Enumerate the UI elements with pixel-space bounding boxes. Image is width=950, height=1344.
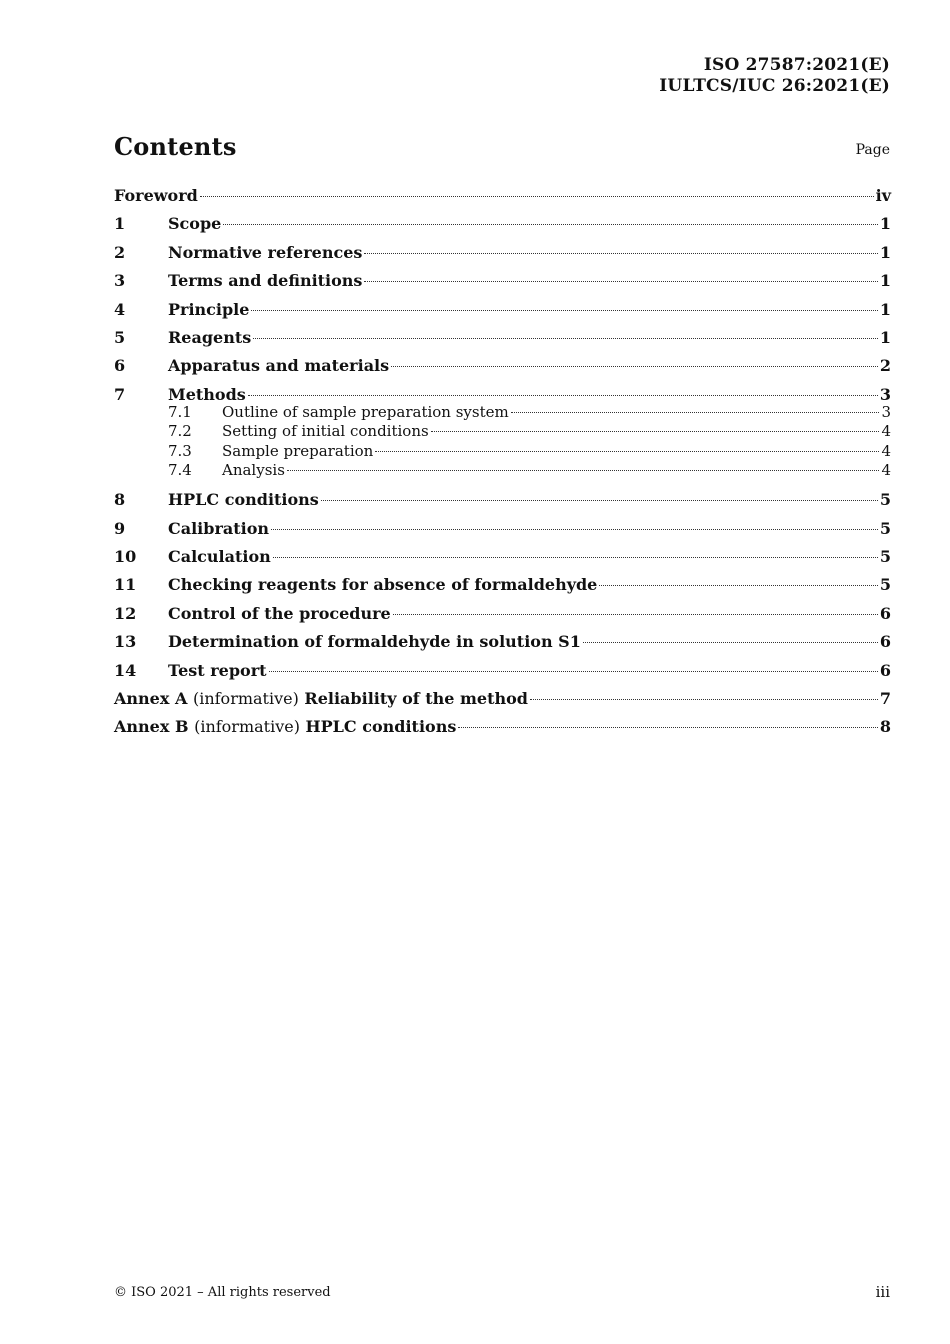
toc-entry-number: 3 [114, 271, 126, 291]
document-header [659, 55, 890, 97]
toc-entry-page: 1 [879, 271, 891, 291]
copyright-notice: © ISO 2021 – All rights reserved [114, 1285, 331, 1300]
toc-entry-title: Scope [168, 214, 222, 234]
leader-dots [321, 500, 878, 501]
toc-entry-title: Calibration [168, 518, 270, 538]
toc-subentry-page: 3 [881, 402, 891, 421]
toc-entry-reagents[interactable] [114, 326, 891, 354]
iultcs-number: IULTCS/IUC 26:2021(E) [659, 76, 890, 96]
toc-entry-number: 14 [114, 660, 137, 680]
toc-entry-number: 2 [114, 242, 126, 262]
toc-subentry-setting-of-initial-conditions[interactable] [114, 422, 891, 442]
leader-dots [269, 671, 878, 672]
toc-subentry-outline-of-sample-preparation[interactable] [114, 403, 891, 423]
toc-entry-determination-of-formaldehyde[interactable] [114, 630, 891, 658]
toc-entry-page: 5 [879, 518, 891, 538]
standard-number: ISO 27587:2021(E) [703, 55, 890, 75]
toc-entry-page: 5 [879, 547, 891, 567]
toc-subentry-page: 4 [881, 441, 891, 460]
page-number: iii [875, 1283, 890, 1301]
annex-type: (informative) [192, 688, 299, 708]
leader-dots [248, 395, 878, 396]
toc-entry-number: 6 [114, 356, 126, 376]
toc-entry-foreword[interactable] [114, 184, 891, 212]
toc-entry-page: 3 [879, 384, 891, 404]
toc-entry-page: 1 [879, 299, 891, 319]
table-of-contents [114, 184, 891, 744]
toc-entry-checking-reagents[interactable] [114, 573, 891, 601]
toc-entry-title: Foreword [114, 186, 198, 205]
leader-dots [530, 699, 878, 700]
leader-dots [364, 253, 877, 254]
toc-entry-title: Checking reagents for absence of formaldehyde [168, 575, 598, 595]
leader-dots [271, 529, 878, 530]
toc-entry-number: 10 [114, 547, 137, 567]
leader-dots [393, 614, 878, 615]
leader-dots [391, 366, 878, 367]
leader-dots [287, 470, 880, 471]
toc-entry-title: Control of the procedure [168, 603, 391, 623]
toc-subentry-analysis[interactable] [114, 461, 891, 488]
leader-dots [223, 224, 878, 225]
toc-entry-title: Reagents [168, 327, 252, 347]
toc-entry-title: Methods [168, 384, 246, 404]
toc-entry-number: 9 [114, 518, 126, 538]
toc-entry-apparatus-and-materials[interactable] [114, 354, 891, 382]
toc-entry-page: 1 [879, 214, 891, 234]
toc-entry-number: 11 [114, 575, 137, 595]
toc-entry-calculation[interactable] [114, 545, 891, 573]
toc-entry-number: 13 [114, 632, 137, 652]
toc-entry-page: 7 [879, 688, 891, 708]
toc-subentry-page: 4 [881, 422, 891, 441]
toc-subentry-title: Analysis [222, 461, 285, 480]
toc-entry-page: 2 [879, 356, 891, 376]
contents-title: Contents [114, 132, 237, 161]
toc-entry-page: 5 [879, 490, 891, 510]
toc-subentry-title: Setting of initial conditions [222, 422, 429, 441]
toc-entry-page: 1 [879, 242, 891, 262]
annex-label: Annex B [114, 717, 189, 737]
toc-entry-annex-a[interactable] [114, 687, 891, 715]
toc-entry-hplc-conditions[interactable] [114, 488, 891, 516]
leader-dots [375, 451, 879, 452]
leader-dots [458, 727, 878, 728]
toc-entry-page: 1 [879, 327, 891, 347]
toc-subentry-sample-preparation[interactable] [114, 442, 891, 462]
leader-dots [273, 557, 878, 558]
page-column-label: Page [855, 142, 890, 158]
toc-entry-number: 5 [114, 327, 126, 347]
toc-entry-number: 7 [114, 384, 126, 404]
toc-subentry-title: Outline of sample preparation system [222, 402, 509, 421]
toc-entry-terms-and-definitions[interactable] [114, 269, 891, 297]
toc-entry-number: 12 [114, 603, 137, 623]
leader-dots [599, 585, 878, 586]
toc-subentry-title: Sample preparation [222, 441, 374, 460]
toc-entry-title: Normative references [168, 242, 363, 262]
toc-entry-control-of-procedure[interactable] [114, 602, 891, 630]
toc-entry-page: 6 [879, 603, 891, 623]
toc-entry-title: Determination of formaldehyde in solution S1 [168, 632, 581, 652]
annex-label: Annex A [114, 688, 188, 708]
toc-subentry-page: 4 [881, 461, 891, 480]
toc-entry-normative-references[interactable] [114, 241, 891, 269]
toc-entry-title: Test report [168, 660, 267, 680]
annex-title: HPLC conditions [305, 717, 457, 737]
toc-entry-title: Principle [168, 299, 250, 319]
toc-entry-test-report[interactable] [114, 659, 891, 687]
toc-entry-number: 4 [114, 299, 126, 319]
toc-entry-title: Terms and definitions [168, 271, 363, 291]
toc-entry-number: 8 [114, 490, 126, 510]
toc-entry-page: iv [875, 186, 891, 205]
leader-dots [583, 642, 878, 643]
toc-entry-title: Apparatus and materials [168, 356, 390, 376]
leader-dots [364, 281, 877, 282]
toc-entry-page: 8 [879, 717, 891, 737]
toc-entry-page: 6 [879, 660, 891, 680]
leader-dots [511, 412, 880, 413]
toc-entry-title: HPLC conditions [168, 490, 319, 510]
toc-entry-annex-b[interactable] [114, 715, 891, 743]
leader-dots [253, 338, 878, 339]
leader-dots [431, 431, 880, 432]
toc-subentry-number: 7.1 [168, 402, 192, 421]
toc-entry-scope[interactable] [114, 212, 891, 240]
toc-entry-calibration[interactable] [114, 517, 891, 545]
leader-dots [251, 310, 877, 311]
leader-dots [200, 196, 874, 197]
toc-entry-number: 1 [114, 214, 126, 234]
toc-entry-principle[interactable] [114, 298, 891, 326]
toc-entry-title: Calculation [168, 547, 271, 567]
toc-entry-methods[interactable] [114, 383, 891, 403]
toc-subentry-number: 7.3 [168, 441, 192, 460]
toc-subentry-number: 7.4 [168, 461, 192, 480]
annex-type: (informative) [194, 717, 300, 737]
toc-entry-page: 5 [879, 575, 891, 595]
annex-title: Reliability of the method [304, 688, 528, 708]
toc-subentry-number: 7.2 [168, 422, 192, 441]
toc-entry-page: 6 [879, 632, 891, 652]
